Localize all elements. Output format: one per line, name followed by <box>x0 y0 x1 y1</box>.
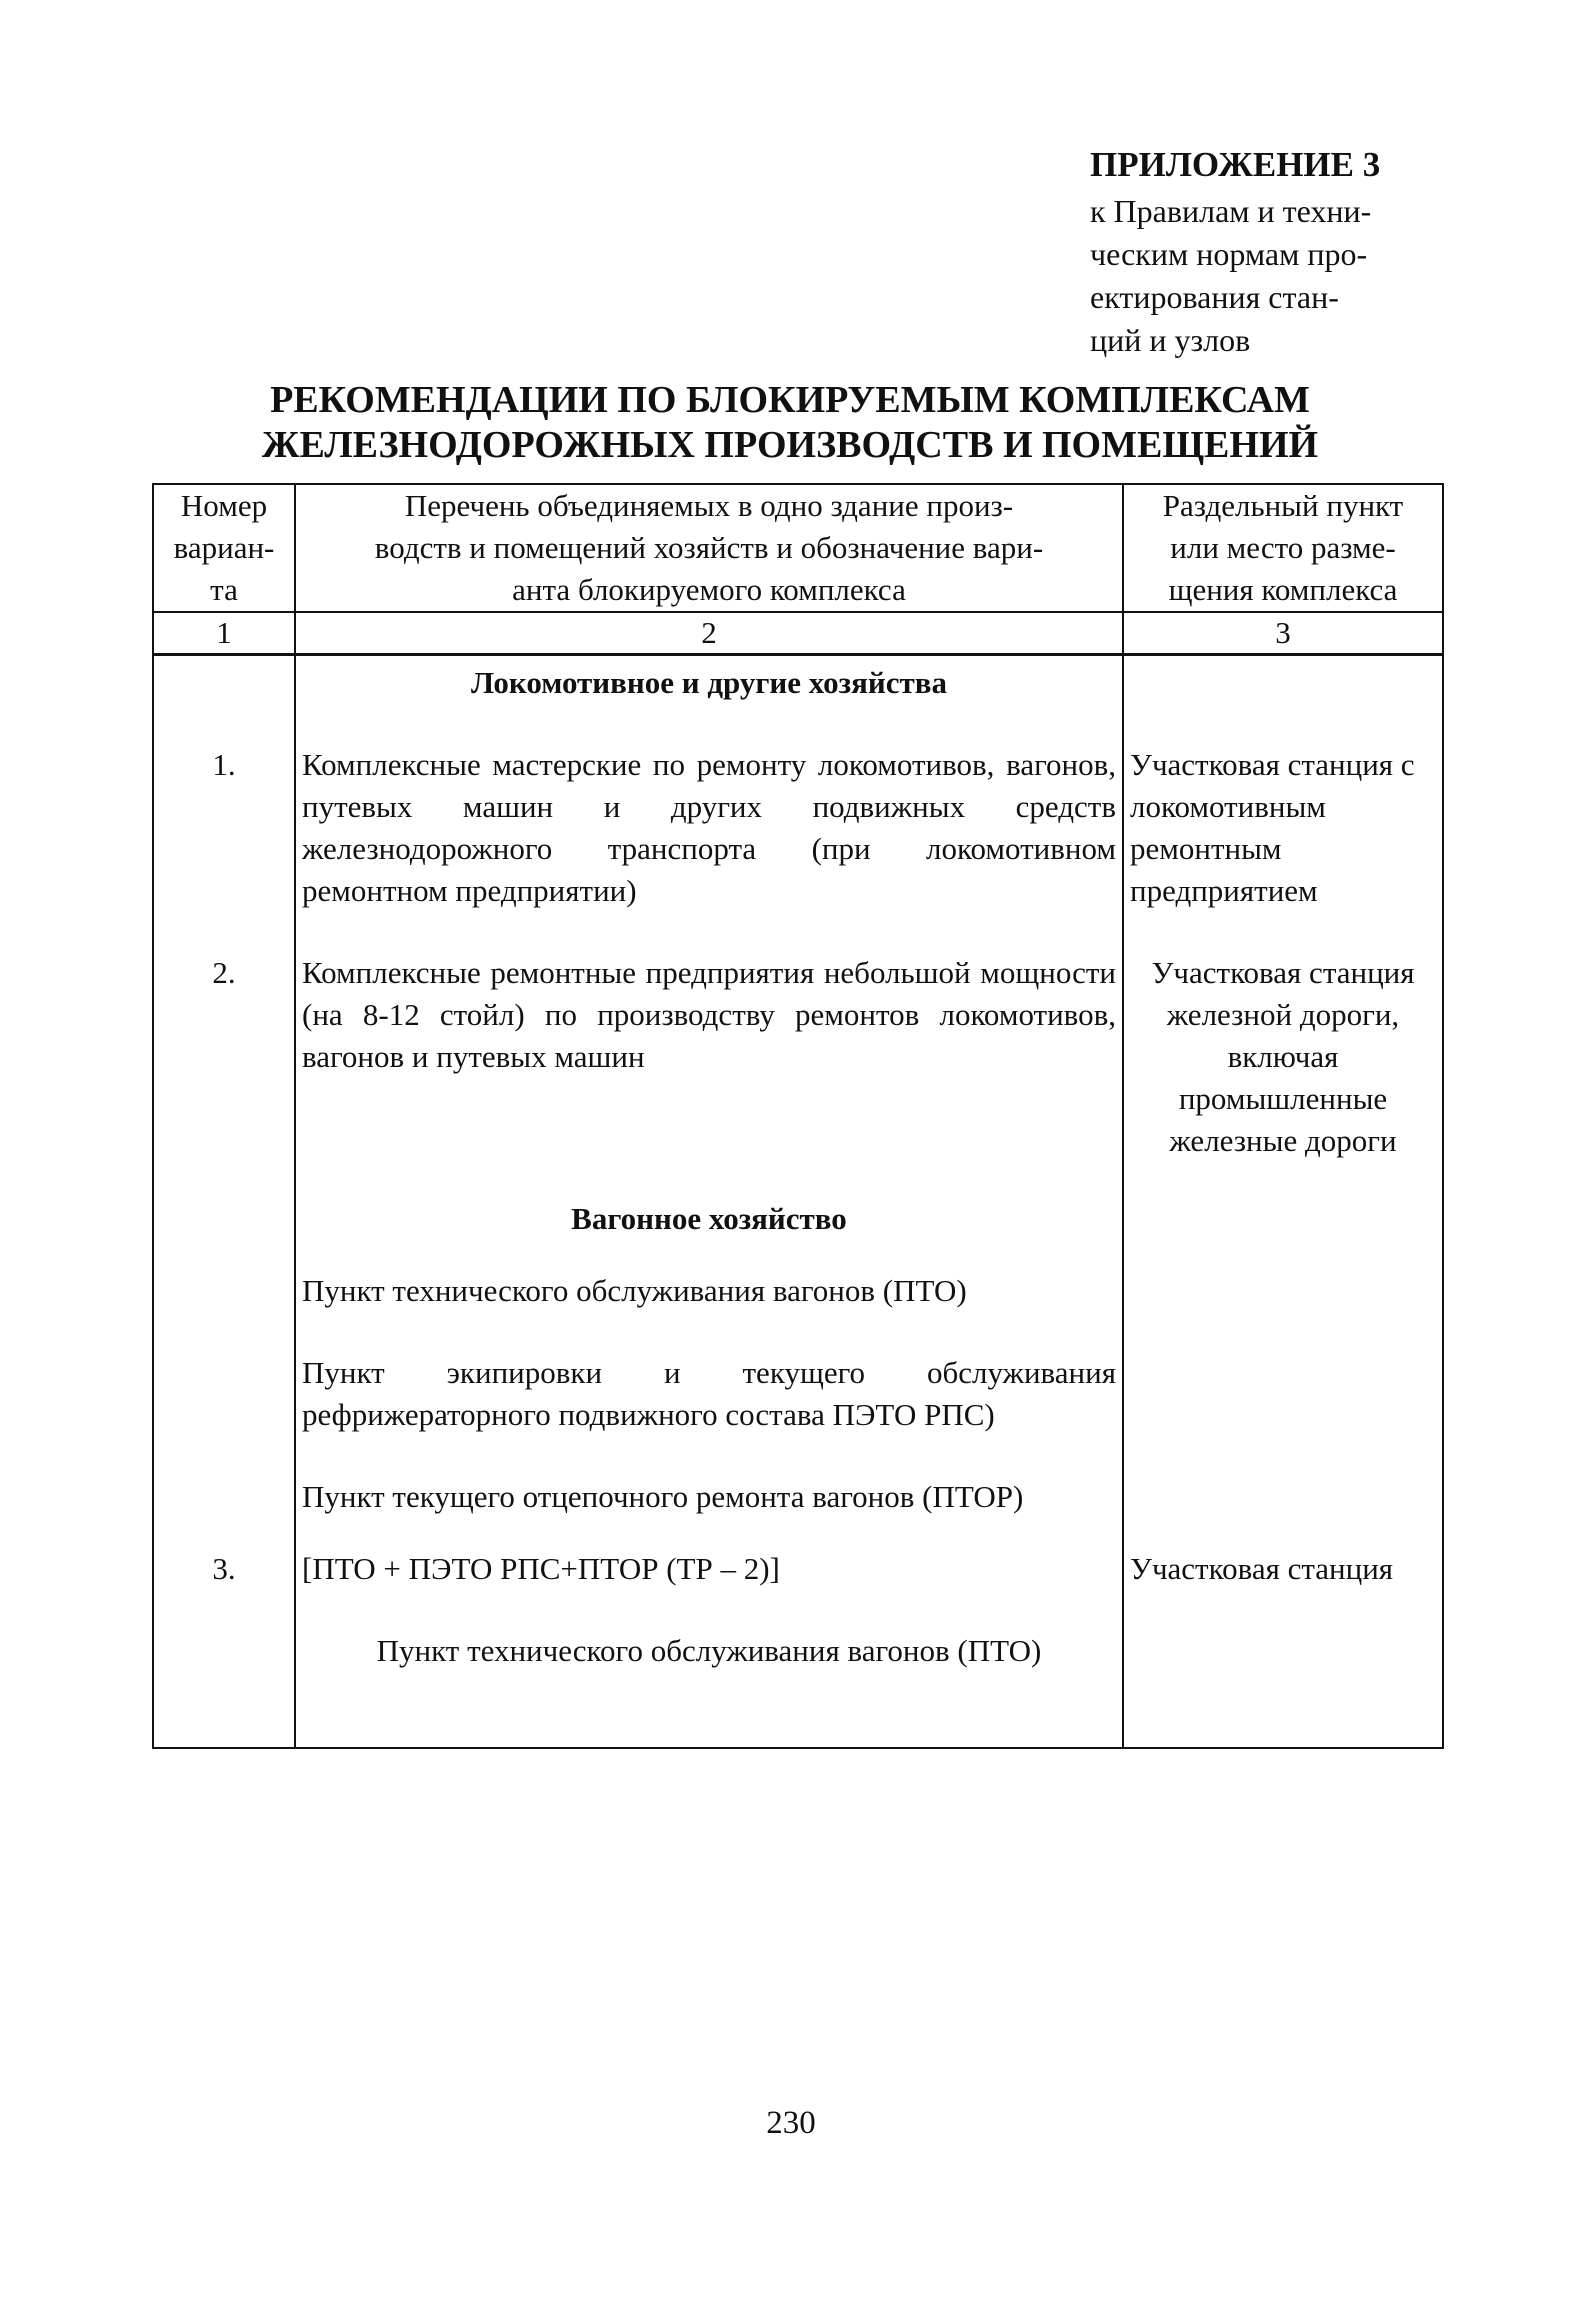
header-place: Раздельный пункт или место разме- щения комплекса <box>1123 484 1443 612</box>
appendix-title: ПРИЛОЖЕНИЕ 3 <box>1090 145 1381 184</box>
title-line: РЕКОМЕНДАЦИИ ПО БЛОКИРУЕМЫМ КОМПЛЕКСАМ <box>270 379 1310 421</box>
table-row <box>153 1590 1443 1672</box>
appendix-subtitle-line: ческим нормам про- <box>1090 236 1368 272</box>
section-heading-locomotive: Локомотивное и другие хозяйства <box>295 655 1123 719</box>
row-text: [ПТО + ПЭТО РПС+ПТОР (ТР – 2)] <box>295 1518 1123 1590</box>
row-number: 3. <box>153 1518 295 1590</box>
table-row <box>153 1436 1443 1518</box>
table-row <box>153 1312 1443 1436</box>
table-row <box>153 718 1443 912</box>
table-header-row <box>153 484 1443 612</box>
appendix-subtitle-line: к Правилам и техни- <box>1090 193 1372 229</box>
table-bottom-row <box>153 1672 1443 1748</box>
item-ptor: Пункт текущего отцепочного ремонта вагонов (ПТОР) <box>295 1436 1123 1518</box>
row-number: 2. <box>153 912 295 1162</box>
page-number: 230 <box>766 2105 816 2141</box>
section-row <box>153 1162 1443 1240</box>
appendix-subtitle-line: ций и узлов <box>1090 322 1251 358</box>
item-peto: Пункт экипировки и текущего обслуживания рефрижераторного подвижного состава ПЭТО РПС) <box>295 1312 1123 1436</box>
appendix-block <box>1090 140 1440 362</box>
column-number: 2 <box>295 612 1123 655</box>
column-number: 3 <box>1123 612 1443 655</box>
row-place: Участковая станция <box>1123 1518 1443 1590</box>
header-list: Перечень объединяемых в одно здание произ- водств и помещений хозяйств и обозначение вари- анта блокируемого комплекса <box>295 484 1123 612</box>
header-variant-number: Номер вариан- та <box>153 484 295 612</box>
title-line: ЖЕЛЕЗНОДОРОЖНЫХ ПРОИЗВОДСТВ И ПОМЕЩЕНИЙ <box>261 424 1319 466</box>
row-number: 1. <box>153 718 295 912</box>
row-place: Участковая станция железной дороги, включая промышленные железные дороги <box>1123 912 1443 1162</box>
appendix-subtitle-line: ектирования стан- <box>1090 279 1339 315</box>
section-heading-wagon: Вагонное хозяйство <box>295 1162 1123 1240</box>
page-title <box>150 378 1430 468</box>
item-pto-2: Пункт технического обслуживания вагонов (ПТО) <box>295 1590 1123 1672</box>
column-number: 1 <box>153 612 295 655</box>
table-row <box>153 1518 1443 1590</box>
section-row <box>153 655 1443 719</box>
column-numbers-row <box>153 612 1443 655</box>
row-text: Комплексные ремонтные предприятия небольшой мощности (на 8-12 стойл) по производству ремонтов локомотивов, вагонов и путевых машин <box>295 912 1123 1162</box>
row-place: Участковая станция с локомотивным ремонтным предприятием <box>1123 718 1443 912</box>
table-row <box>153 1240 1443 1312</box>
table-row <box>153 912 1443 1162</box>
recommendations-table <box>152 483 1444 1749</box>
item-pto: Пункт технического обслуживания вагонов (ПТО) <box>295 1240 1123 1312</box>
row-text: Комплексные мастерские по ремонту локомотивов, вагонов, путевых машин и других подвижных средств железнодорожного транспорта (при локомотивном ремонтном предприятии) <box>295 718 1123 912</box>
